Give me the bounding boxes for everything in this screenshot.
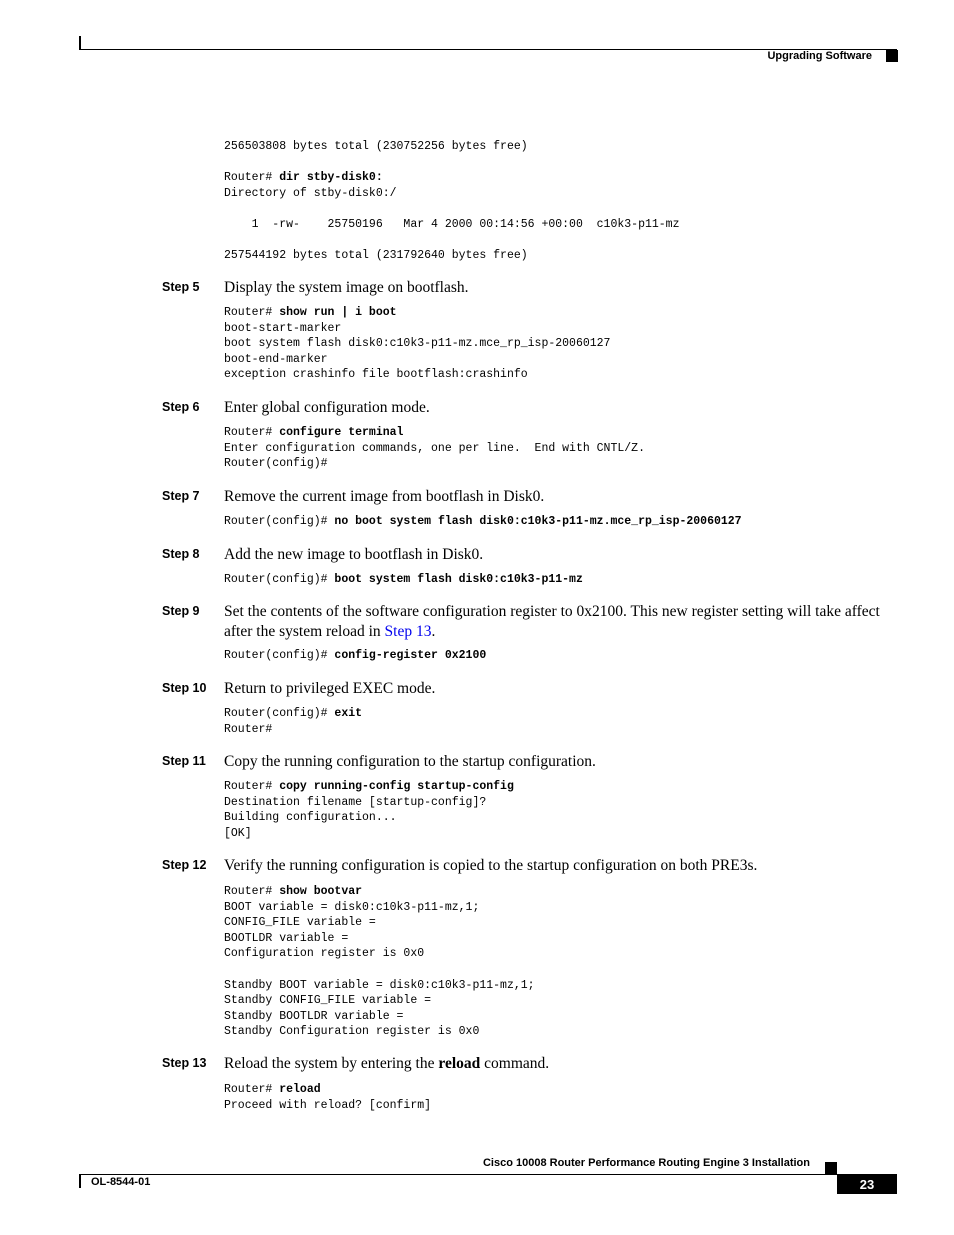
code-block-step-6 [224,425,645,472]
code-line: Directory of stby-disk0:/ [224,186,397,200]
code-line: 257544192 bytes total (231792640 bytes free) [224,249,528,263]
step-11-text: Copy the running configuration to the startup configuration. [224,753,596,770]
step-12-text: Verify the running configuration is copied to the startup configuration on both PRE3s. [224,857,758,874]
step-9-label: Step 9 [162,604,200,618]
code-command: dir stby-disk0: [279,171,383,185]
code-command: copy running-config startup-config [279,780,514,793]
code-line: boot system flash disk0:c10k3-p11-mz.mce_rp_isp-20060127 [224,337,611,351]
step-5-label: Step 5 [162,280,200,294]
step-6-label: Step 6 [162,400,200,414]
code-line: [OK] [224,826,252,840]
code-block-dir [224,139,679,264]
step-12-label: Step 12 [162,858,207,872]
step-11-label: Step 11 [162,754,206,768]
code-line: Standby Configuration register is 0x0 [224,1025,480,1039]
step-8-text: Add the new image to bootflash in Disk0. [224,546,484,563]
step-7-text: Remove the current image from bootflash in Disk0. [224,488,545,505]
page-number: 23 [837,1175,897,1194]
code-prompt: Router(config)# [224,515,335,528]
code-block-step-12 [224,884,535,1040]
code-line: BOOT variable = disk0:c10k3-p11-mz,1; [224,900,480,914]
code-prompt: Router# [224,885,280,898]
code-line: Standby BOOT variable = disk0:c10k3-p11-mz,1; [224,978,535,992]
code-line: Enter configuration commands, one per line. End with CNTL/Z. [224,441,645,455]
doc-number: OL-8544-01 [91,1176,151,1188]
header-tick [79,36,81,50]
step-9-text [224,602,884,641]
code-line: Router# [224,722,273,736]
step-10-text: Return to privileged EXEC mode. [224,680,436,697]
code-line: Destination filename [startup-config]? [224,795,487,809]
code-line: Proceed with reload? [confirm] [224,1098,432,1112]
step-13-label: Step 13 [162,1056,207,1070]
step-5-text: Display the system image on bootflash. [224,279,469,296]
code-block-step-10 [224,706,362,737]
step-6-text: Enter global configuration mode. [224,399,430,416]
code-line: Standby CONFIG_FILE variable = [224,994,432,1008]
code-line: 1 -rw- 25750196 Mar 4 2000 00:14:56 +00:00 c10k3-p11-mz [224,217,680,231]
code-line: BOOTLDR variable = [224,931,349,945]
code-prompt: Router# [224,1083,280,1096]
code-line: Building configuration... [224,811,397,825]
code-block-step-9 [224,648,486,664]
code-prompt: Router# [224,426,280,439]
code-prompt: Router# [224,780,280,793]
reload-keyword: reload [438,1055,481,1072]
step-13-text [224,1054,884,1074]
code-block-step-5 [224,305,610,383]
code-line: boot-end-marker [224,352,328,366]
step-7-label: Step 7 [162,489,200,503]
step-13-link[interactable]: Step 13 [384,622,432,640]
code-prompt: Router(config)# [224,707,335,720]
code-block-step-13 [224,1082,431,1113]
code-line: CONFIG_FILE variable = [224,916,376,930]
footer-rule [79,1174,897,1175]
step-8-label: Step 8 [162,547,200,561]
code-block-step-8 [224,572,583,588]
code-prompt: Router# [224,171,280,185]
code-command: configure terminal [279,426,404,439]
code-line: Router(config)# [224,457,328,471]
code-block-step-11 [224,779,514,841]
code-prompt: Router(config)# [224,573,335,586]
step-9-body: Set the contents of the software configuration register to 0x2100. This new register setting will take affect after the system reload in [224,603,880,640]
code-prompt: Router# [224,306,280,319]
step-10-label: Step 10 [162,681,207,695]
code-block-step-7 [224,514,742,530]
book-title: Cisco 10008 Router Performance Routing Engine 3 Installation [482,1157,810,1169]
code-command: show bootvar [279,885,363,898]
code-line: Standby BOOTLDR variable = [224,1009,404,1023]
code-line: 256503808 bytes total (230752256 bytes free) [224,140,528,153]
step-9-end: . [431,622,436,640]
code-line: boot-start-marker [224,321,342,335]
footer-block [825,1162,837,1174]
section-title: Upgrading Software [767,50,872,62]
code-command: no boot system flash disk0:c10k3-p11-mz.mce_rp_isp-20060127 [334,515,742,528]
step-13-end: command. [480,1055,550,1072]
code-command: exit [334,707,363,720]
code-line: exception crashinfo file bootflash:crashinfo [224,368,528,382]
code-line: Configuration register is 0x0 [224,947,425,961]
code-command: boot system flash disk0:c10k3-p11-mz [334,573,583,586]
code-command: show run | i boot [279,306,397,319]
code-command: config-register 0x2100 [334,649,487,662]
footer-tick [79,1174,81,1188]
header-block [886,50,898,62]
code-command: reload [279,1083,321,1096]
step-13-body: Reload the system by entering the [224,1055,439,1072]
code-prompt: Router(config)# [224,649,335,662]
